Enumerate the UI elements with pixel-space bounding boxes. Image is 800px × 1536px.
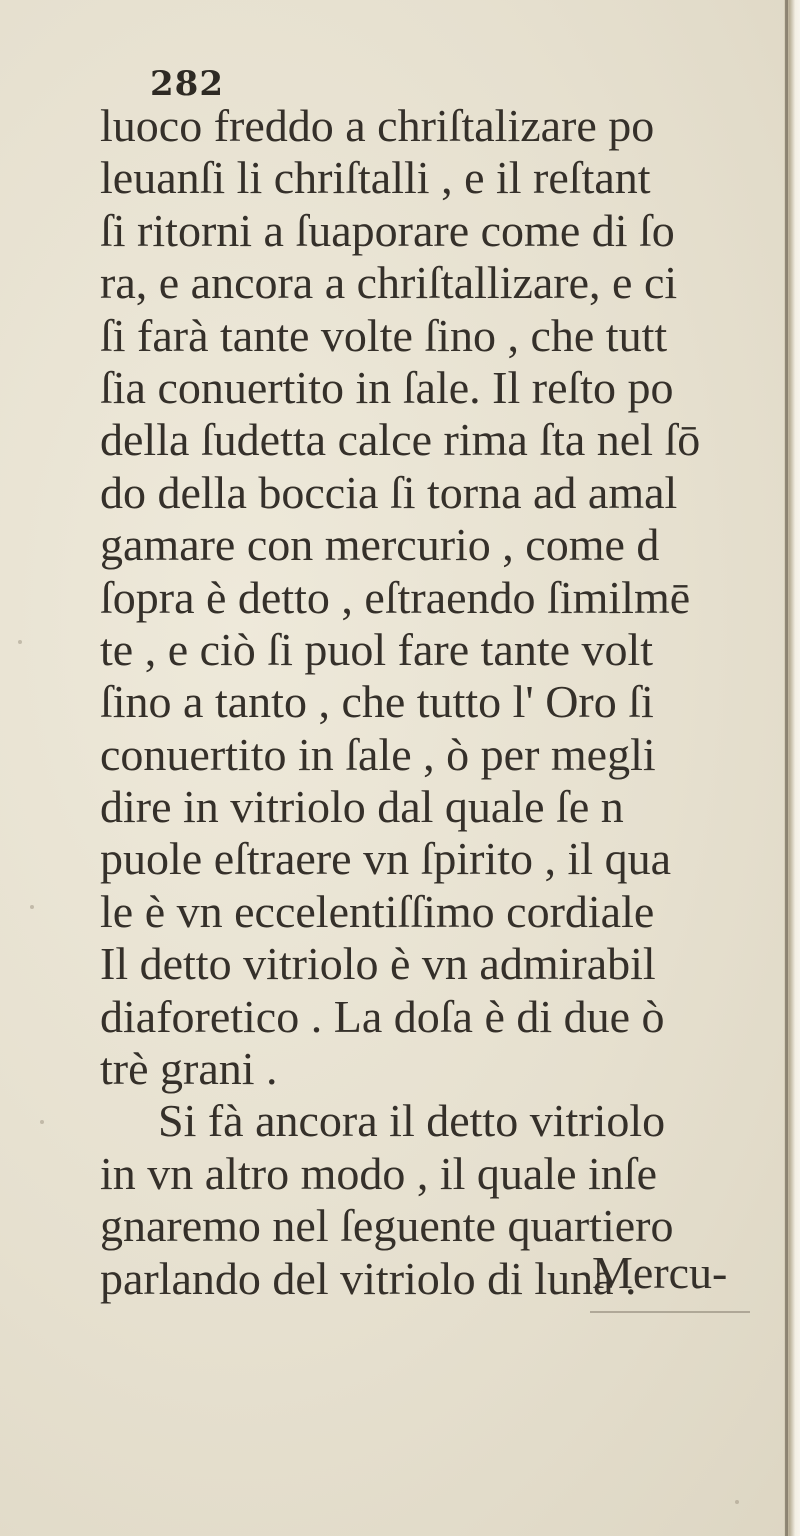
text-line: le è vn eccelentiſſimo cordiale <box>100 885 655 937</box>
text-line: parlando del vitriolo di luna . <box>100 1252 637 1304</box>
text-line: dire in vitriolo dal quale ſe n <box>100 781 624 833</box>
text-line: conuertito in ſale , ò per megli <box>100 728 656 780</box>
text-line: ſia conuertito in ſale. Il reſto po <box>100 361 674 413</box>
text-line: luoco freddo a chriſtalizare po <box>100 100 655 151</box>
text-line: ſi farà tante volte ſino , che tutt <box>100 309 668 361</box>
page-number: 282 <box>150 64 224 104</box>
text-line: in vn altro modo , il quale inſe <box>100 1147 658 1199</box>
text-line-indented: Si fà ancora il detto vitriolo <box>158 1095 666 1147</box>
paper-speck <box>735 1500 739 1504</box>
text-line: Il detto vitriolo è vn admirabil <box>100 938 656 990</box>
text-line: ſi ritorni a ſuaporare come di ſo <box>100 204 675 256</box>
catchword-rule <box>590 1311 750 1313</box>
text-line: della ſudetta calce rima ſta nel ſō <box>100 414 701 466</box>
text-line: te , e ciò ſi puol fare tante volt <box>100 623 654 675</box>
paper-speck <box>18 640 22 644</box>
paper-speck <box>40 1120 44 1124</box>
text-line: leuanſi li chriſtalli , e il reſtant <box>100 152 651 204</box>
text-line: diaforetico . La doſa è di due ò <box>100 990 665 1042</box>
text-line: ſopra è detto , eſtraendo ſimilmē <box>100 571 691 623</box>
text-line: gnaremo nel ſeguente quartiero <box>100 1200 674 1252</box>
text-line: do della boccia ſi torna ad amal <box>100 466 678 518</box>
text-line: gamare con mercurio , come d <box>100 519 660 571</box>
body-text <box>100 100 800 1305</box>
text-line: trè grani . <box>100 1043 278 1095</box>
text-line: ſino a tanto , che tutto l' Oro ſi <box>100 676 654 728</box>
paper-speck <box>30 905 34 909</box>
text-line: ra, e ancora a chriſtallizare, e ci <box>100 257 678 309</box>
text-line: puole eſtraere vn ſpirito , il qua <box>100 833 671 885</box>
catchword: Mercu- <box>592 1247 728 1298</box>
